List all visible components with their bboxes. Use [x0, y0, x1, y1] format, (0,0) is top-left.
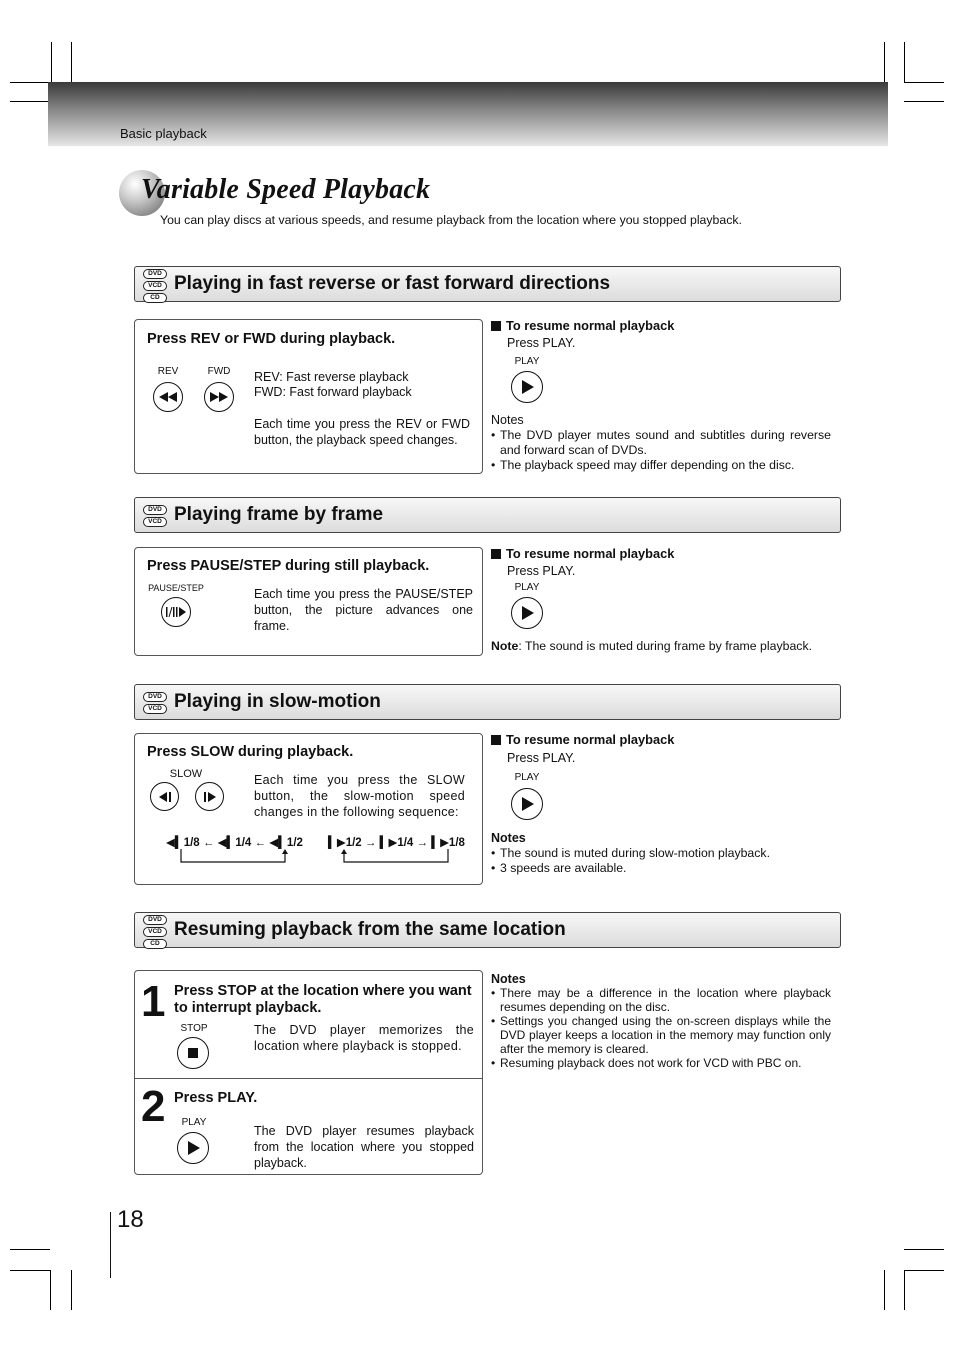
- note-item: • The DVD player mutes sound and subtitles during reverse and forward scan of DVDs.: [491, 428, 831, 458]
- note-item: • Resuming playback does not work for VCD with PBC on.: [491, 1056, 831, 1070]
- slow-box: [134, 733, 483, 885]
- square-bullet-icon: [491, 321, 501, 331]
- play-icon: [186, 1141, 200, 1155]
- page-title: Variable Speed Playback: [141, 174, 431, 205]
- seq-value: 1/2: [345, 837, 362, 849]
- intro-text: You can play discs at various speeds, and resume playback from the location where you stopped playback.: [160, 213, 742, 227]
- crop-mark: [904, 82, 944, 83]
- vcd-badge: VCD: [143, 704, 167, 714]
- frame-box: [134, 547, 483, 656]
- resume-heading-text: To resume normal playback: [506, 732, 675, 747]
- crop-mark: [10, 1270, 50, 1271]
- play-button[interactable]: [511, 597, 543, 629]
- slow-forward-icon: [204, 792, 216, 802]
- frame-description: Each time you press the PAUSE/STEP button, the picture advances one frame.: [254, 587, 473, 633]
- seq-value: 1/8: [448, 837, 465, 849]
- slow-reverse-icon: ◀▍: [166, 837, 184, 849]
- fast-forward-icon: [210, 392, 228, 402]
- step-number: 2: [141, 1082, 166, 1131]
- seq-value: 1/8: [183, 837, 200, 849]
- arrow-left-icon: ←: [254, 837, 267, 849]
- section-title: Resuming playback from the same location: [174, 919, 566, 940]
- note-label: Note: [491, 639, 519, 653]
- play-icon: [520, 797, 534, 811]
- crop-mark: [904, 1270, 944, 1271]
- play-button[interactable]: [511, 371, 543, 403]
- slow-reverse-sequence: [166, 835, 303, 849]
- note-item: • 3 speeds are available.: [491, 861, 831, 876]
- slow-forward-icon: ▍▶: [328, 837, 346, 849]
- notes-list: [491, 846, 831, 876]
- slow-forward-icon: ▍▶: [431, 837, 449, 849]
- resume-steps-box: [134, 970, 483, 1175]
- dvd-badge: DVD: [143, 505, 167, 515]
- step-title: Press STOP at the location where you want to interrupt playback.: [174, 983, 472, 1016]
- slow-reverse-icon: [159, 792, 171, 802]
- stop-icon: [188, 1048, 198, 1058]
- fast-scan-box: [134, 319, 483, 474]
- crop-mark: [10, 101, 50, 102]
- slow-reverse-icon: ◀▍: [217, 837, 236, 849]
- step1-description: The DVD player memorizes the location where playback is stopped.: [254, 1023, 474, 1053]
- square-bullet-icon: [491, 735, 501, 745]
- stop-label: STOP: [180, 1023, 208, 1034]
- note-item: • The playback speed may differ depending on the disc.: [491, 458, 831, 473]
- rev-label: REV: [157, 366, 179, 377]
- vcd-badge: VCD: [143, 281, 167, 291]
- step-divider: [135, 1078, 482, 1079]
- crop-mark: [904, 1249, 944, 1250]
- section-title: Playing in fast reverse or fast forward directions: [174, 273, 611, 294]
- step-title: Press PLAY.: [174, 1090, 258, 1106]
- resume-instruction: Press PLAY.: [507, 336, 576, 350]
- slow-forward-sequence: [328, 835, 465, 849]
- stop-button[interactable]: [177, 1037, 209, 1069]
- vcd-badge: VCD: [143, 927, 167, 937]
- rev-description: REV: Fast reverse playback: [254, 370, 409, 384]
- section-label: Basic playback: [120, 126, 207, 141]
- section-bar-resume: [134, 912, 841, 948]
- disc-badges: [143, 692, 171, 716]
- crop-mark: [10, 82, 50, 83]
- section-title: Playing frame by frame: [174, 504, 384, 525]
- dvd-badge: DVD: [143, 915, 167, 925]
- pause-step-icon: [166, 607, 186, 617]
- page-number-rule: [110, 1212, 111, 1278]
- slow-label: SLOW: [169, 768, 203, 780]
- fast-reverse-icon: [159, 392, 177, 402]
- box-title: Press PAUSE/STEP during still playback.: [147, 558, 430, 574]
- page-number: 18: [117, 1206, 144, 1233]
- section-bar-slow: [134, 684, 841, 720]
- arrow-right-icon: →: [416, 837, 429, 849]
- pause-step-label: PAUSE/STEP: [148, 583, 204, 593]
- note-item: • Settings you changed using the on-screen displays while the DVD player keeps a location in the memory may function only after the memory is cleared.: [491, 1014, 831, 1056]
- notes-heading: Notes: [491, 831, 526, 845]
- resume-instruction: Press PLAY.: [507, 751, 576, 765]
- play-icon: [520, 380, 534, 394]
- rev-button[interactable]: [153, 382, 183, 412]
- speed-description: Each time you press the REV or FWD button, the playback speed changes.: [254, 417, 470, 447]
- box-title: Press REV or FWD during playback.: [147, 331, 396, 347]
- notes-heading: Notes: [491, 972, 526, 986]
- note-item: • The sound is muted during slow-motion playback.: [491, 846, 831, 861]
- resume-heading: [491, 318, 674, 333]
- section-bar-frame: [134, 497, 841, 533]
- seq-value: 1/4: [235, 837, 252, 849]
- play-label: PLAY: [181, 1117, 207, 1128]
- crop-mark: [50, 1270, 51, 1310]
- slow-forward-button[interactable]: [195, 782, 224, 811]
- dvd-badge: DVD: [143, 692, 167, 702]
- forward-loop-arrow: [340, 849, 452, 865]
- cd-badge: CD: [143, 293, 167, 303]
- cd-badge: CD: [143, 939, 167, 949]
- crop-mark: [904, 101, 944, 102]
- frame-note: [491, 639, 836, 654]
- play-icon: [520, 606, 534, 620]
- pause-step-button[interactable]: [161, 597, 191, 627]
- crop-mark: [904, 1270, 905, 1310]
- crop-mark: [884, 1270, 885, 1310]
- notes-heading: Notes: [491, 413, 524, 427]
- crop-mark: [884, 42, 885, 82]
- crop-mark: [904, 42, 905, 82]
- play-button[interactable]: [177, 1132, 209, 1164]
- slow-forward-icon: ▍▶: [379, 837, 398, 849]
- disc-badges: [143, 505, 171, 529]
- resume-heading: [491, 546, 674, 561]
- play-label: PLAY: [514, 582, 540, 593]
- fwd-description: FWD: Fast forward playback: [254, 385, 412, 399]
- note-text: : The sound is muted during frame by frame playback.: [518, 639, 813, 653]
- notes-list: [491, 428, 831, 473]
- dvd-badge: DVD: [143, 269, 167, 279]
- crop-mark: [10, 1249, 50, 1250]
- play-label: PLAY: [514, 772, 540, 783]
- section-title: Playing in slow-motion: [174, 691, 381, 712]
- box-title: Press SLOW during playback.: [147, 744, 354, 760]
- resume-heading: [491, 732, 674, 747]
- reverse-loop-arrow: [179, 849, 289, 865]
- slow-reverse-button[interactable]: [150, 782, 179, 811]
- slow-description: Each time you press the SLOW button, the slow-motion speed changes in the following sequence:: [254, 773, 465, 819]
- slow-reverse-icon: ◀▍: [269, 837, 287, 849]
- notes-list: [491, 986, 831, 1070]
- play-button[interactable]: [511, 788, 543, 820]
- fwd-button[interactable]: [204, 382, 234, 412]
- crop-mark: [71, 1270, 72, 1310]
- disc-badges: [143, 269, 171, 305]
- step2-description: The DVD player resumes playback from the location where you stopped playback.: [254, 1124, 474, 1170]
- vcd-badge: VCD: [143, 517, 167, 527]
- play-label: PLAY: [514, 356, 540, 367]
- crop-mark: [71, 42, 72, 82]
- note-item: • There may be a difference in the location where playback resumes depending on the disc.: [491, 986, 831, 1014]
- step-number: 1: [141, 977, 166, 1026]
- resume-instruction: Press PLAY.: [507, 564, 576, 578]
- disc-badges: [143, 915, 171, 951]
- fwd-label: FWD: [207, 366, 231, 377]
- arrow-left-icon: ←: [202, 837, 215, 849]
- resume-heading-text: To resume normal playback: [506, 318, 675, 333]
- arrow-right-icon: →: [364, 837, 377, 849]
- section-bar-fast-scan: [134, 266, 841, 302]
- seq-value: 1/4: [397, 837, 414, 849]
- seq-value: 1/2: [286, 837, 303, 849]
- resume-heading-text: To resume normal playback: [506, 546, 675, 561]
- square-bullet-icon: [491, 549, 501, 559]
